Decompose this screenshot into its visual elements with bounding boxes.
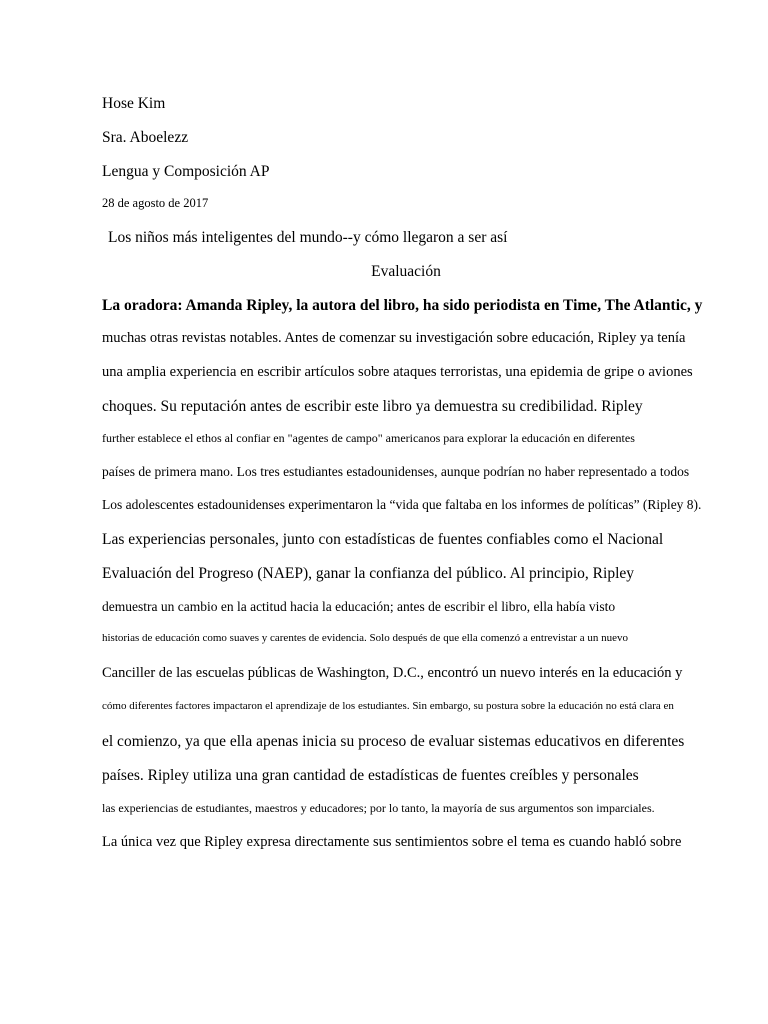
paragraph-line: el comienzo, ya que ella apenas inicia su proceso de evaluar sistemas educativos en diferentes xyxy=(102,733,685,750)
paragraph-line: Los adolescentes estadounidenses experimentaron la “vida que faltaba en los informes de políticas” (Ripley 8). xyxy=(102,497,702,512)
paragraph-line: Las experiencias personales, junto con estadísticas de fuentes confiables como el Nacional xyxy=(102,531,664,548)
essay-title: Los niños más inteligentes del mundo--y cómo llegaron a ser así xyxy=(108,229,508,246)
paragraph-line: La única vez que Ripley expresa directamente sus sentimientos sobre el tema es cuando habló sobre xyxy=(102,834,682,850)
paragraph-line: Canciller de las escuelas públicas de Washington, D.C., encontró un nuevo interés en la educación y xyxy=(102,665,683,681)
student-name: Hose Kim xyxy=(102,95,166,112)
paragraph-line: las experiencias de estudiantes, maestros y educadores; por lo tanto, la mayoría de sus argumentos son imparciales. xyxy=(102,801,655,815)
document-date: 28 de agosto de 2017 xyxy=(102,196,209,210)
paragraph-line: cómo diferentes factores impactaron el aprendizaje de los estudiantes. Sin embargo, su postura sobre la educación no está clara en xyxy=(102,700,674,712)
paragraph-line: La oradora: Amanda Ripley, la autora del libro, ha sido periodista en Time, The Atlantic, y xyxy=(102,297,703,314)
paragraph-line: further establece el ethos al confiar en "agentes de campo" americanos para explorar la educación en diferentes xyxy=(102,431,635,445)
paragraph-line: muchas otras revistas notables. Antes de comenzar su investigación sobre educación, Ripley ya tenía xyxy=(102,330,686,346)
teacher-name: Sra. Aboelezz xyxy=(102,129,189,146)
paragraph-line: demuestra un cambio en la actitud hacia la educación; antes de escribir el libro, ella había visto xyxy=(102,599,616,614)
paragraph-line: choques. Su reputación antes de escribir este libro ya demuestra su credibilidad. Ripley xyxy=(102,398,643,415)
paragraph-line: países. Ripley utiliza una gran cantidad de estadísticas de fuentes creíbles y personales xyxy=(102,767,639,784)
course-name: Lengua y Composición AP xyxy=(102,163,270,180)
paragraph-line: países de primera mano. Los tres estudiantes estadounidenses, aunque podrían no haber representado a todos xyxy=(102,464,690,479)
paragraph-line: Evaluación del Progreso (NAEP), ganar la confianza del público. Al principio, Ripley xyxy=(102,565,635,582)
essay-subtitle: Evaluación xyxy=(371,263,441,280)
paragraph-line: historias de educación como suaves y carentes de evidencia. Solo después de que ella comenzó a entrevistar a un nuevo xyxy=(102,632,628,644)
paragraph-line: una amplia experiencia en escribir artículos sobre ataques terroristas, una epidemia de gripe o aviones xyxy=(102,364,693,380)
